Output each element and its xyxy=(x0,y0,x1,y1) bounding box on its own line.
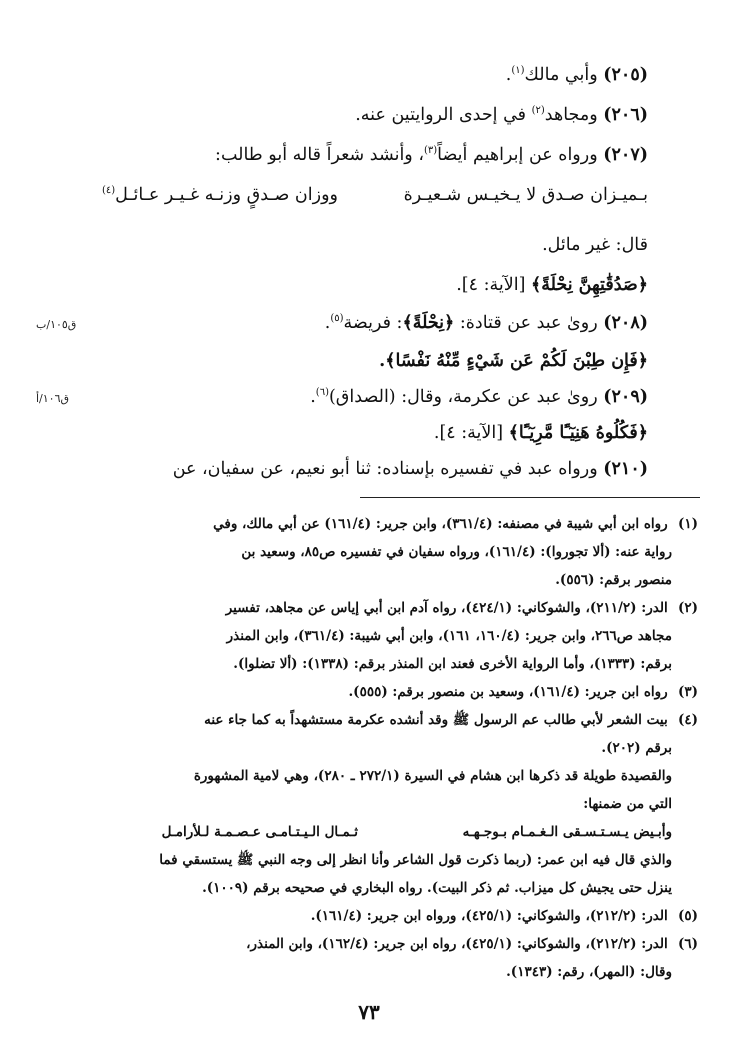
footnote-1-line-2: رواية عنه: (ألا تجوروا): (١٦١/٤)، ورواه سفيان في تفسيره ص٨٥، وسعيد بن xyxy=(241,544,672,560)
entry-208: (٢٠٨) روىٰ عبد عن قتادة: ﴿نِحْلَةً﴾: فريضة$^{(٥)}$. xyxy=(324,313,648,333)
entry-number: (٢١٠) xyxy=(603,459,648,479)
ayah-reference: [الآية: ٤]. xyxy=(456,275,531,295)
entry-text: ومجاهد xyxy=(544,105,598,125)
margin-folio-note-1: ق١٠٥/ب xyxy=(36,318,77,331)
entry-209: (٢٠٩) روىٰ عبد عن عكرمة، وقال: (الصداق)$^{(٦)}$. xyxy=(310,387,648,407)
quran-text: ﴿فَكُلُوهُ هَنِيٓـًٔا مَّرِيٓـًٔا﴾ xyxy=(508,423,648,443)
entry-number: (٢٠٦) xyxy=(603,105,648,125)
entry-number: (٢٠٨) xyxy=(603,313,648,333)
footnote-4-line-4: التي من ضمنها: xyxy=(583,796,672,812)
footnote-4-line-2: برقم (٢٠٢). xyxy=(601,740,672,756)
footnote-5: (٥) الدر: (٢١٢/٢)، والشوكاني: (٤٢٥/١)، ورواه ابن جرير: (١٦١/٤). xyxy=(311,902,698,930)
quran-ayah-2: ﴿فَإِن طِبْنَ لَكُمْ عَن شَيْءٍ مِّنْهُ نَفْسًا﴾. xyxy=(379,351,648,371)
entry-text-after: . xyxy=(505,65,512,85)
footnote-number: (٦) xyxy=(677,936,698,952)
margin-folio-note-2: ق١٠٦/أ xyxy=(36,392,70,405)
footnote-ref[interactable]: (٢) xyxy=(531,105,545,117)
footnote-1-line-3: منصور برقم: (٥٥٦). xyxy=(555,572,672,588)
entry-210 xyxy=(173,452,648,486)
footnote-separator xyxy=(360,497,700,498)
footnote-number: (٣) xyxy=(677,684,698,700)
entry-207 xyxy=(215,138,648,172)
quran-text: ﴿صَدُقَٰتِهِنَّ نِحْلَةً﴾ xyxy=(530,275,648,295)
quran-text: ﴿نِحْلَةً﴾ xyxy=(402,313,455,333)
entry-text: ورواه عن إبراهيم أيضاً xyxy=(437,145,598,165)
footnote-2-line-3: برقم: (١٣٣٣)، وأما الرواية الأخرى فعند ابن المنذر برقم: (١٣٣٨): (ألا تضلوا). xyxy=(233,656,672,672)
quran-ayah-3 xyxy=(434,416,648,450)
footnote-2: (٢) الدر: (٢١١/٢)، والشوكاني: (٤٢٤/١)، رواه آدم ابن أبي إياس عن مجاهد، تفسير xyxy=(226,594,698,622)
footnote-ref[interactable]: (٤) xyxy=(101,185,116,197)
footnote-ref[interactable]: (١) xyxy=(511,65,525,77)
footnote-number: (٤) xyxy=(677,712,698,728)
footnote-ref[interactable]: (٣) xyxy=(423,145,438,157)
entry-text: وأبي مالك xyxy=(524,65,598,85)
footnote-3: (٣) رواه ابن جرير: (١٦١/٤)، وسعيد بن منصور برقم: (٥٥٥). xyxy=(348,678,698,706)
entry-number: (٢٠٩) xyxy=(603,387,648,407)
entry-text-after: ، وأنشد شعراً قاله أبو طالب: xyxy=(215,145,424,165)
footnote-4-line-3: والقصيدة طويلة قد ذكرها ابن هشام في السيرة (٢٧٢/١ ـ ٢٨٠)، وهي لامية المشهورة xyxy=(193,768,672,784)
footnote-4-line-6: ينزل حتى يجيش كل ميزاب. ثم ذكر البيت). رواه البخاري في صحيحه برقم (١٠٠٩). xyxy=(202,880,672,896)
footnote-6-line-2: وقال: (المهر)، رقم: (١٣٤٣). xyxy=(506,964,672,980)
entry-text: ورواه عبد في تفسيره بإسناده: ثنا أبو نعيم، عن سفيان، عن xyxy=(172,459,598,479)
poem-hemistich-left: ووزان صـدقٍ وزنـه غـيـر عـائـل$^{(٤)}$ xyxy=(101,185,338,205)
footnote-number: (٥) xyxy=(677,908,698,924)
ayah-reference: [الآية: ٤]. xyxy=(433,423,509,443)
footnote-ref[interactable]: (٦) xyxy=(315,387,329,399)
entry-text: روىٰ عبد عن قتادة: xyxy=(454,313,598,333)
quran-ayah-1 xyxy=(456,268,648,302)
entry-205 xyxy=(506,58,648,92)
entry-text: روىٰ عبد عن عكرمة، وقال: (الصداق) xyxy=(328,387,598,407)
footnote-2-line-2: مجاهد ص٢٦٦، وابن جرير: (١٦٠/٤، ١٦١)، وابن أبي شيبة: (٣٦١/٤)، وابن المنذر xyxy=(226,628,672,644)
entry-number: (٢٠٧) xyxy=(603,145,648,165)
poem-hemistich-right: بـميـزان صـدق لا يـخيـس شـعيـرة xyxy=(403,185,648,205)
footnote-number: (١) xyxy=(677,516,698,532)
footnote-4-poem-right: وأبـيض يـسـتـسـقى الـغـمـام بـوجـهـه xyxy=(462,824,672,840)
footnote-number: (٢) xyxy=(677,600,698,616)
footnote-4-poem-left: ثـمـال الـيـتـامـى عـصـمـة لـلأرامـل xyxy=(161,824,358,840)
footnote-ref[interactable]: (٥) xyxy=(330,313,344,325)
footnote-4: (٤) بيت الشعر لأبي طالب عم الرسول ﷺ وقد أنشده عكرمة مستشهداً به كما جاء عنه xyxy=(204,706,698,734)
entry-206 xyxy=(355,98,648,132)
entry-number: (٢٠٥) xyxy=(603,65,648,85)
footnote-1: (١) رواه ابن أبي شيبة في مصنفه: (٣٦١/٤)، وابن جرير: (١٦١/٤) عن أبي مالك، وفي xyxy=(213,510,698,538)
entry-text-after: في إحدى الروايتين عنه. xyxy=(355,105,532,125)
page-number: ٧٣ xyxy=(358,1000,380,1024)
footnote-6: (٦) الدر: (٢١٢/٢)، والشوكاني: (٤٢٥/١)، رواه ابن جرير: (١٦٢/٤)، وابن المنذر، xyxy=(246,930,698,958)
footnote-4-line-5: والذي قال فيه ابن عمر: (ربما ذكرت قول الشاعر وأنا انظر إلى وجه النبي ﷺ يستسقي فما xyxy=(159,852,672,868)
qal-line: قال: غير مائل. xyxy=(542,235,648,255)
